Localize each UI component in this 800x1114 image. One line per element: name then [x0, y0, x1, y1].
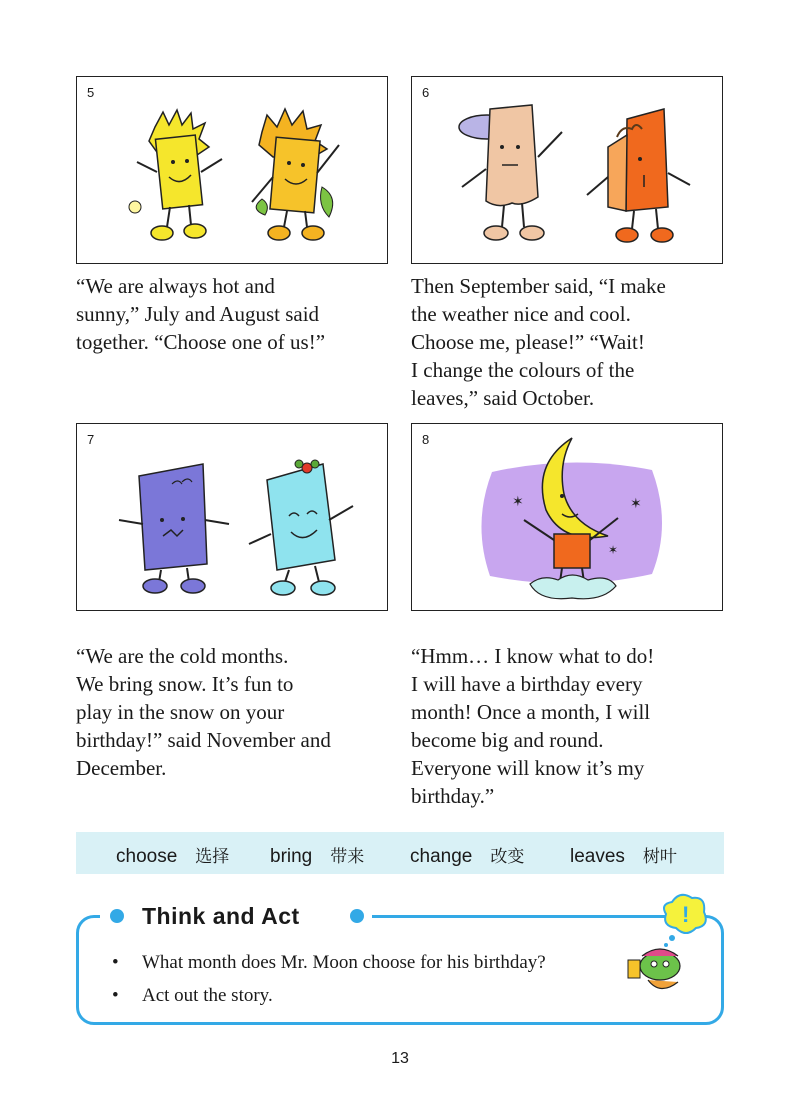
vocab-meaning: 改变 — [490, 847, 525, 867]
story-text-7: “We are the cold months. We bring snow. It’s fun to play in the snow on your birthday!” said November and December. — [76, 644, 331, 780]
svg-text:✶: ✶ — [608, 543, 619, 557]
moon-illustration — [412, 424, 722, 610]
svg-text:!: ! — [682, 902, 690, 927]
bullet-icon: • — [112, 985, 119, 1006]
illustration-panel-7 — [76, 423, 388, 611]
vocab-word: change — [410, 846, 473, 867]
bullet-icon: • — [112, 952, 119, 973]
july-august-illustration — [77, 77, 387, 263]
panel-number: 7 — [87, 432, 95, 447]
illustration-panel-6 — [411, 76, 723, 264]
svg-text:✶: ✶ — [512, 495, 524, 510]
vocab-word: choose — [116, 846, 178, 867]
vocab-item — [270, 842, 364, 868]
panel-number: 5 — [87, 85, 95, 100]
page-number: 13 — [391, 1050, 409, 1067]
vocabulary-strip — [76, 832, 724, 874]
story-text-8: “Hmm… I know what to do! I will have a birthday every month! Once a month, I will become big and round. Everyone will know it’s my birthday.” — [411, 644, 655, 808]
svg-text:✶: ✶ — [630, 497, 642, 512]
question-text: What month does Mr. Moon choose for his birthday? — [142, 952, 546, 973]
vocab-item — [116, 842, 229, 868]
story-text-5: “We are always hot and sunny,” July and August said together. “Choose one of us!” — [76, 274, 326, 354]
story-text-6: Then September said, “I make the weather nice and cool. Choose me, please!” “Wait! I change the colours of the leaves,” said October. — [411, 274, 666, 410]
september-october-illustration — [412, 77, 722, 263]
vocab-item — [410, 842, 524, 868]
list-item — [112, 979, 546, 1012]
vocab-item — [570, 842, 677, 868]
illustration-panel-5 — [76, 76, 388, 264]
panel-number: 8 — [422, 432, 430, 447]
dot-icon — [110, 909, 124, 923]
vocab-meaning: 带来 — [330, 847, 365, 867]
question-text: Act out the story. — [142, 985, 273, 1006]
dot-icon — [350, 909, 364, 923]
panel-number: 6 — [422, 85, 430, 100]
list-item — [112, 946, 546, 979]
thinking-mascot-icon — [620, 890, 710, 1000]
illustration-panel-8 — [411, 423, 723, 611]
section-title: Think and Act — [142, 903, 300, 929]
vocab-word: leaves — [570, 846, 625, 867]
november-december-illustration — [77, 424, 387, 610]
vocab-meaning: 树叶 — [642, 847, 677, 867]
vocab-word: bring — [270, 846, 313, 867]
question-list — [112, 946, 546, 1012]
vocab-meaning: 选择 — [195, 847, 230, 867]
